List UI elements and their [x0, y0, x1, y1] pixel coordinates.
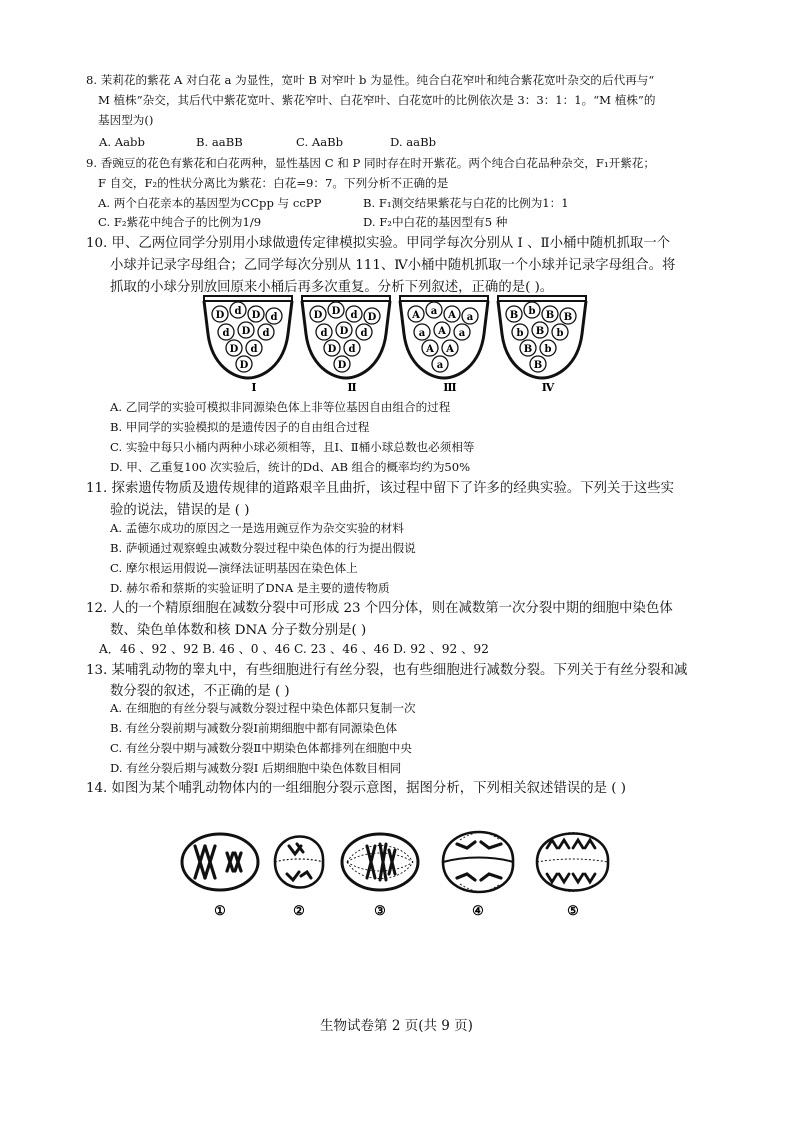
q13-line2: 数分裂的叙述，不正确的是 ( ) [110, 684, 290, 699]
cell-label-1: ① [214, 904, 226, 919]
bucket-label: Ⅱ [347, 381, 357, 394]
ball-letter: D [327, 344, 337, 355]
cell-label-2: ② [293, 904, 305, 919]
ball-letter: b [528, 306, 536, 317]
q9-option-a: A. 两个白花亲本的基因型为CCpp 与 ccPP [98, 196, 322, 210]
q9-line2: F 自交，F₂的性状分离比为紫花：白花=9：7。下列分析不正确的是 [98, 176, 449, 190]
ball-letter: d [234, 306, 242, 317]
q11-line1: 11. 探索遗传物质及遗传规律的道路艰辛且曲折，该过程中留下了许多的经典实验。下列关于这些实 [86, 481, 674, 496]
ball-letter: B [563, 312, 573, 323]
page-footer: 生物试卷第 2 页(共 9 页) [320, 1018, 473, 1034]
ball-letter: d [360, 328, 368, 339]
ball-letter: a [430, 306, 438, 317]
ball-letter: D [229, 344, 239, 355]
bucket-figure [200, 294, 595, 394]
q10-option-c: C. 实验中每只小桶内两种小球必须相等，且Ⅰ、Ⅱ桶小球总数也必须相等 [110, 440, 475, 454]
ball-letter: D [339, 326, 349, 337]
ball-letter: b [516, 328, 524, 339]
ball-letter: a [458, 328, 466, 339]
ball-letter: d [270, 312, 278, 323]
ball-letter: B [533, 360, 543, 371]
q10-line3: 抓取的小球分别放回原来小桶后再多次重复。分析下列叙述，正确的是( )。 [110, 280, 554, 295]
ball-letter: D [239, 360, 249, 371]
ball-letter: d [348, 344, 356, 355]
q8-option-c: C. AaBb [296, 135, 344, 149]
ball-letter: b [556, 328, 564, 339]
ball-letter: D [313, 310, 323, 321]
ball-letter: A [446, 344, 454, 355]
q9-option-b: B. F₁测交结果紫花与白花的比例为1：1 [363, 196, 569, 210]
ball-letter: A [412, 310, 420, 321]
q13-line1: 13. 某哺乳动物的睾丸中，有些细胞进行有丝分裂，也有些细胞进行减数分裂。下列关于有丝分裂和减 [86, 663, 688, 678]
q13-option-a: A. 在细胞的有丝分裂与减数分裂过程中染色体都只复制一次 [110, 701, 416, 715]
bucket-label: Ⅲ [443, 381, 457, 394]
q12-line2: 数、染色单体数和核 DNA 分子数分别是( ) [110, 623, 367, 638]
q11-option-b: B. 萨顿通过观察蝗虫减数分裂过程中染色体的行为提出假说 [110, 541, 416, 555]
q9-line1: 9. 香豌豆的花色有紫花和白花两种，显性基因 C 和 P 同时存在时开紫花。两个纯合白花品种杂交，F₁开紫花； [86, 156, 655, 170]
cell-division-figure [175, 818, 625, 923]
q13-option-b: B. 有丝分裂前期与减数分裂Ⅰ前期细胞中都有同源染色体 [110, 721, 398, 735]
cell-3 [342, 834, 418, 890]
bucket-label: Ⅰ [251, 381, 257, 394]
ball-letter: D [241, 326, 251, 337]
cell-label-4: ④ [472, 904, 484, 919]
cell-label-5: ⑤ [567, 904, 579, 919]
bucket-1 [204, 296, 292, 394]
ball-letter: B [545, 310, 555, 321]
q10-line2: 小球并记录字母组合；乙同学每次分别从 111、Ⅳ小桶中随机抓取一个小球并记录字母组合。将 [110, 258, 676, 273]
ball-letter: A [426, 344, 434, 355]
ball-letter: D [337, 360, 347, 371]
ball-letter: B [509, 310, 519, 321]
q11-option-c: C. 摩尔根运用假说—演绎法证明基因在染色体上 [110, 561, 358, 575]
q9-option-c: C. F₂紫花中纯合子的比例为1/9 [98, 215, 262, 229]
ball-letter: D [251, 310, 261, 321]
ball-letter: b [544, 344, 552, 355]
ball-letter: d [222, 328, 230, 339]
ball-letter: a [436, 360, 444, 371]
bucket-4 [498, 296, 586, 394]
cell-4 [443, 832, 513, 892]
q8-line2: M 植株”杂交，其后代中紫花宽叶、紫花窄叶、白花窄叶、白花宽叶的比例依次是 3：3：1：1。“M 植株”的 [98, 93, 656, 107]
bucket-2 [302, 296, 390, 394]
ball-letter: D [331, 306, 341, 317]
q14-line1: 14. 如图为某个哺乳动物体内的一组细胞分裂示意图，据图分析，下列相关叙述错误的是 ( ) [86, 781, 626, 796]
q10-option-d: D. 甲、乙重复100 次实验后，统计的Dd、AB 组合的概率均约为50% [110, 460, 471, 474]
q11-option-d: D. 赫尔希和蔡斯的实验证明了DNA 是主要的遗传物质 [110, 581, 390, 595]
ball-letter: d [350, 310, 358, 321]
q12-options: A．46 、92 、92 B. 46 、0 、46 C. 23 、46 、46 D. 92 、92 、92 [99, 642, 489, 656]
cell-5 [537, 833, 608, 892]
ball-letter: D [367, 312, 377, 323]
ball-letter: d [320, 328, 328, 339]
ball-letter: A [448, 310, 456, 321]
bucket-label: Ⅳ [541, 381, 555, 394]
ball-letter: a [418, 328, 426, 339]
q10-line1: 10. 甲、乙两位同学分别用小球做遗传定律模拟实验。甲同学每次分别从 Ⅰ 、Ⅱ小桶中随机抓取一个 [86, 236, 671, 251]
q11-option-a: A. 孟德尔成功的原因之一是选用豌豆作为杂交实验的材料 [110, 521, 404, 535]
ball-letter: d [250, 344, 258, 355]
cell-2 [275, 837, 323, 888]
q10-option-a: A. 乙同学的实验可模拟非同源染色体上非等位基因自由组合的过程 [110, 400, 451, 414]
cell-1 [182, 834, 258, 890]
q12-line1: 12. 人的一个精原细胞在减数分裂中可形成 23 个四分体，则在减数第一次分裂中期的细胞中染色体 [86, 601, 673, 616]
ball-letter: B [523, 344, 533, 355]
q10-option-b: B. 甲同学的实验模拟的是遗传因子的自由组合过程 [110, 420, 370, 434]
ball-letter: a [466, 312, 474, 323]
q11-line2: 验的说法，错误的是 ( ) [110, 503, 250, 518]
q8-line1: 8. 茉莉花的紫花 A 对白花 a 为显性，宽叶 B 对窄叶 b 为显性。纯合白花窄叶和纯合紫花宽叶杂交的后代再与“ [86, 73, 655, 87]
ball-letter: B [535, 326, 545, 337]
bucket-3 [400, 296, 488, 394]
ball-letter: D [215, 310, 225, 321]
q9-option-d: D. F₂中白花的基因型有5 种 [363, 215, 508, 229]
q13-option-c: C. 有丝分裂中期与减数分裂Ⅱ中期染色体都排列在细胞中央 [110, 741, 412, 755]
q8-option-a: A. Aabb [99, 135, 145, 149]
ball-letter: A [438, 326, 446, 337]
ball-letter: d [262, 328, 270, 339]
q8-option-b: B. aaBB [196, 135, 243, 149]
q8-option-d: D. aaBb [390, 135, 437, 149]
q8-line3: 基因型为() [98, 113, 154, 127]
q13-option-d: D. 有丝分裂后期与减数分裂Ⅰ 后期细胞中染色体数目相同 [110, 761, 402, 775]
cell-label-3: ③ [374, 904, 386, 919]
